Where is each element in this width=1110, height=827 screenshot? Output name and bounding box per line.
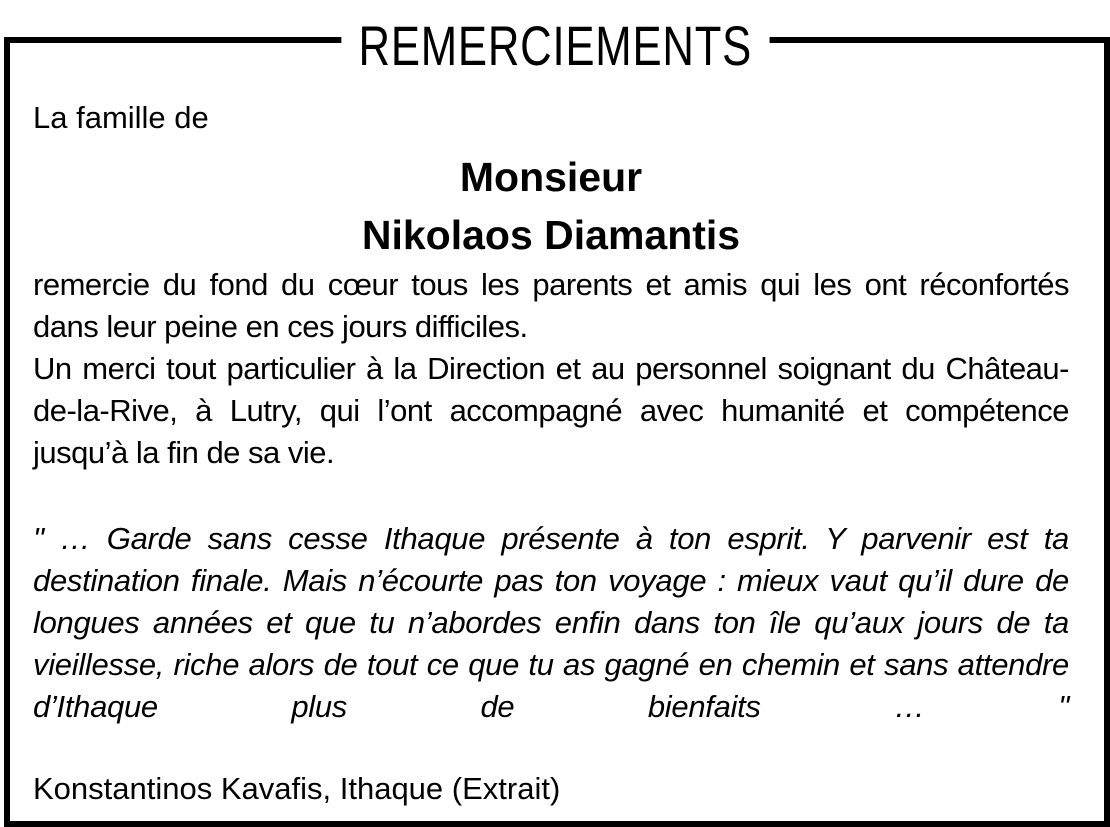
poem-quote: " … Garde sans cesse Ithaque présente à ton esprit. Y parvenir est ta destination finale. Mais n’écourte pas ton voyage : mieux vaut qu’il dure de longues années et que tu n’abordes enfin dans ton île qu’aux jours de ta vieillesse, riche alors de tout ce que tu as gagné en chemin et sans attendre d’Ithaque plus de bienfaits … " bbox=[33, 521, 1069, 724]
name-title: Monsieur bbox=[459, 154, 643, 200]
special-thanks-paragraph: Un merci tout particulier à la Direction et au personnel soignant du Château-de-la-Rive, à Lutry, qui l’ont accompagné avec humanité et compétence jusqu’à la fin de sa vie. bbox=[33, 351, 1069, 470]
title-container bbox=[0, 10, 1110, 82]
thanks-paragraph: remercie du fond du cœur tous les parents et amis qui les ont réconfortés dans leur peine en ces jours difficiles. bbox=[33, 267, 1069, 344]
quote-attribution: Konstantinos Kavafis, Ithaque (Extrait) bbox=[33, 771, 561, 806]
name-full: Nikolaos Diamantis bbox=[361, 212, 741, 258]
notice-content bbox=[33, 96, 1069, 811]
intro-text: La famille de bbox=[33, 100, 209, 135]
notice-title: REMERCIEMENTS bbox=[341, 10, 769, 82]
deceased-name bbox=[33, 148, 1069, 264]
